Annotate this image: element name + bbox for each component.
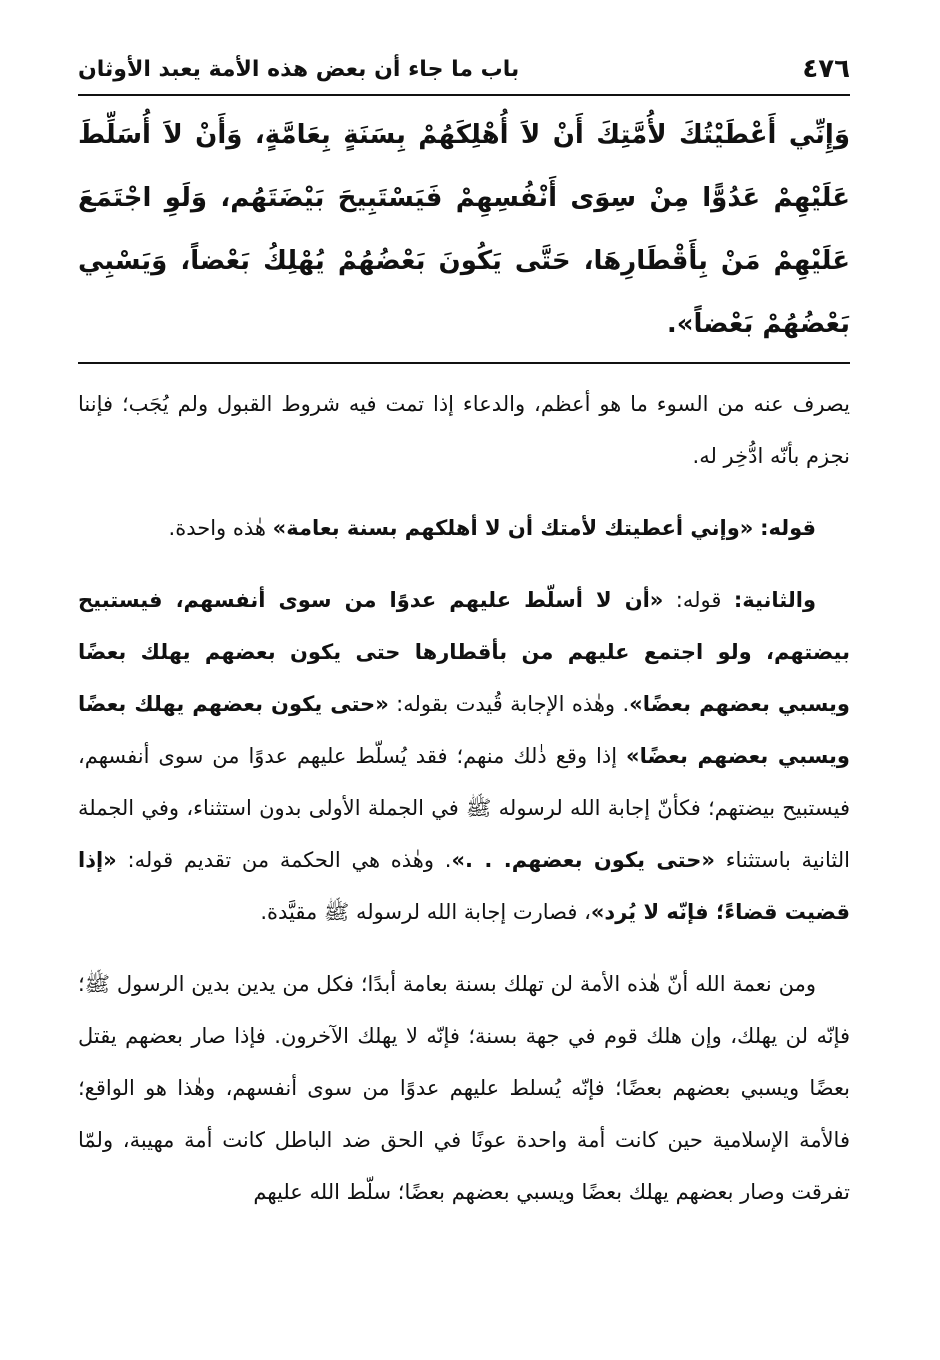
page-number: ٤٧٦ — [802, 54, 850, 84]
paragraph-3-text-5: ، فصارت إجابة الله لرسوله ﷺ مقيَّدة. — [260, 900, 591, 924]
paragraph-3-quote-4: «إذا قضيت قضاءً؛ فإنّه لا يُرد» — [78, 848, 850, 924]
paragraph-3-text-2: . وهٰذه الإجابة قُيدت بقوله: — [396, 692, 630, 716]
paragraph-2-lead: قوله: — [760, 516, 816, 540]
paragraph-3-quote-2: «حتى يكون بعضهم يهلك بعضًا ويسبي بعضهم بعضًا» — [78, 692, 850, 768]
paragraph-3-text-1: قوله: — [675, 588, 722, 612]
paragraph-3-text-3: إذا وقع ذٰلك منهم؛ فقد يُسلّط عليهم عدوًا من سوى أنفسهم، فيستبيح بيضتهم؛ فكأنّ إجابة الله لرسوله ﷺ في الجملة الأولى بدون استثناء، وفي الجملة الثانية باستثناء — [78, 744, 850, 872]
paragraph-3-text-4: . وهٰذه هي الحكمة من تقديم قوله: — [127, 848, 452, 872]
running-title: باب ما جاء أن بعض هذه الأمة يعبد الأوثان — [78, 56, 520, 82]
paragraph-2 — [78, 502, 850, 554]
page-header — [78, 44, 850, 96]
paragraph-3-quote-3: «حتى يكون بعضهم. . .» — [451, 848, 715, 872]
paragraph-2-rest: هٰذه واحدة. — [168, 516, 266, 540]
paragraph-3-quote-1: «أن لا أسلّط عليهم عدوًا من سوى أنفسهم، فيستبيح بيضتهم، ولو اجتمع عليهم من بأقطارها حتى يكون بعضهم يهلك بعضًا ويسبي بعضهم بعضًا» — [78, 588, 850, 716]
hadith-text: وَإِنِّي أَعْطَيْتُكَ لأُمَّتِكَ أَنْ لاَ أُهْلِكَهُمْ بِسَنَةٍ بِعَامَّةٍ، وَأَنْ لاَ أُسَلِّطَ عَلَيْهِمْ عَدُوًّا مِنْ سِوَى أَنْفُسِهِمْ فَيَسْتَبِيحَ بَيْضَتَهُم، وَلَوِ اجْتَمَعَ عَلَيْهِمْ مَنْ بِأَقْطَارِهَا، حَتَّى يَكُونَ بَعْضُهُمْ يُهْلِكُ بَعْضاً، وَيَسْبِي بَعْضُهُمْ بَعْضاً». — [78, 104, 850, 364]
paragraph-1: يصرف عنه من السوء ما هو أعظم، والدعاء إذا تمت فيه شروط القبول ولم يُجَب؛ فإننا نجزم بأنّه ادُّخِر له. — [78, 392, 850, 468]
paragraph-2-quote: «وإني أعطيتك لأمتك أن لا أهلكهم بسنة بعامة» — [272, 516, 754, 540]
paragraph-3-lead: والثانية: — [733, 588, 817, 612]
paragraph-4: ومن نعمة الله أنّ هٰذه الأمة لن تهلك بسنة بعامة أبدًا؛ فكل من يدين بدين الرسول ﷺ؛ فإنّه لن يهلك، وإن هلك قوم في جهة بسنة؛ فإنّه لا يهلك الآخرون. فإذا صار بعضهم يقتل بعضًا ويسبي بعضهم بعضًا؛ فإنّه يُسلط عليهم عدوًا من سوى أنفسهم، وهٰذا هو الواقع؛ فالأمة الإسلامية حين كانت أمة واحدة عونًا في الحق ضد الباطل كانت أمة مهيبة، ولمّا تفرقت وصار بعضهم يهلك بعضًا ويسبي بعضهم بعضًا؛ سلّط الله عليهم — [78, 972, 850, 1204]
paragraph-3 — [78, 574, 850, 938]
commentary — [78, 378, 850, 1218]
